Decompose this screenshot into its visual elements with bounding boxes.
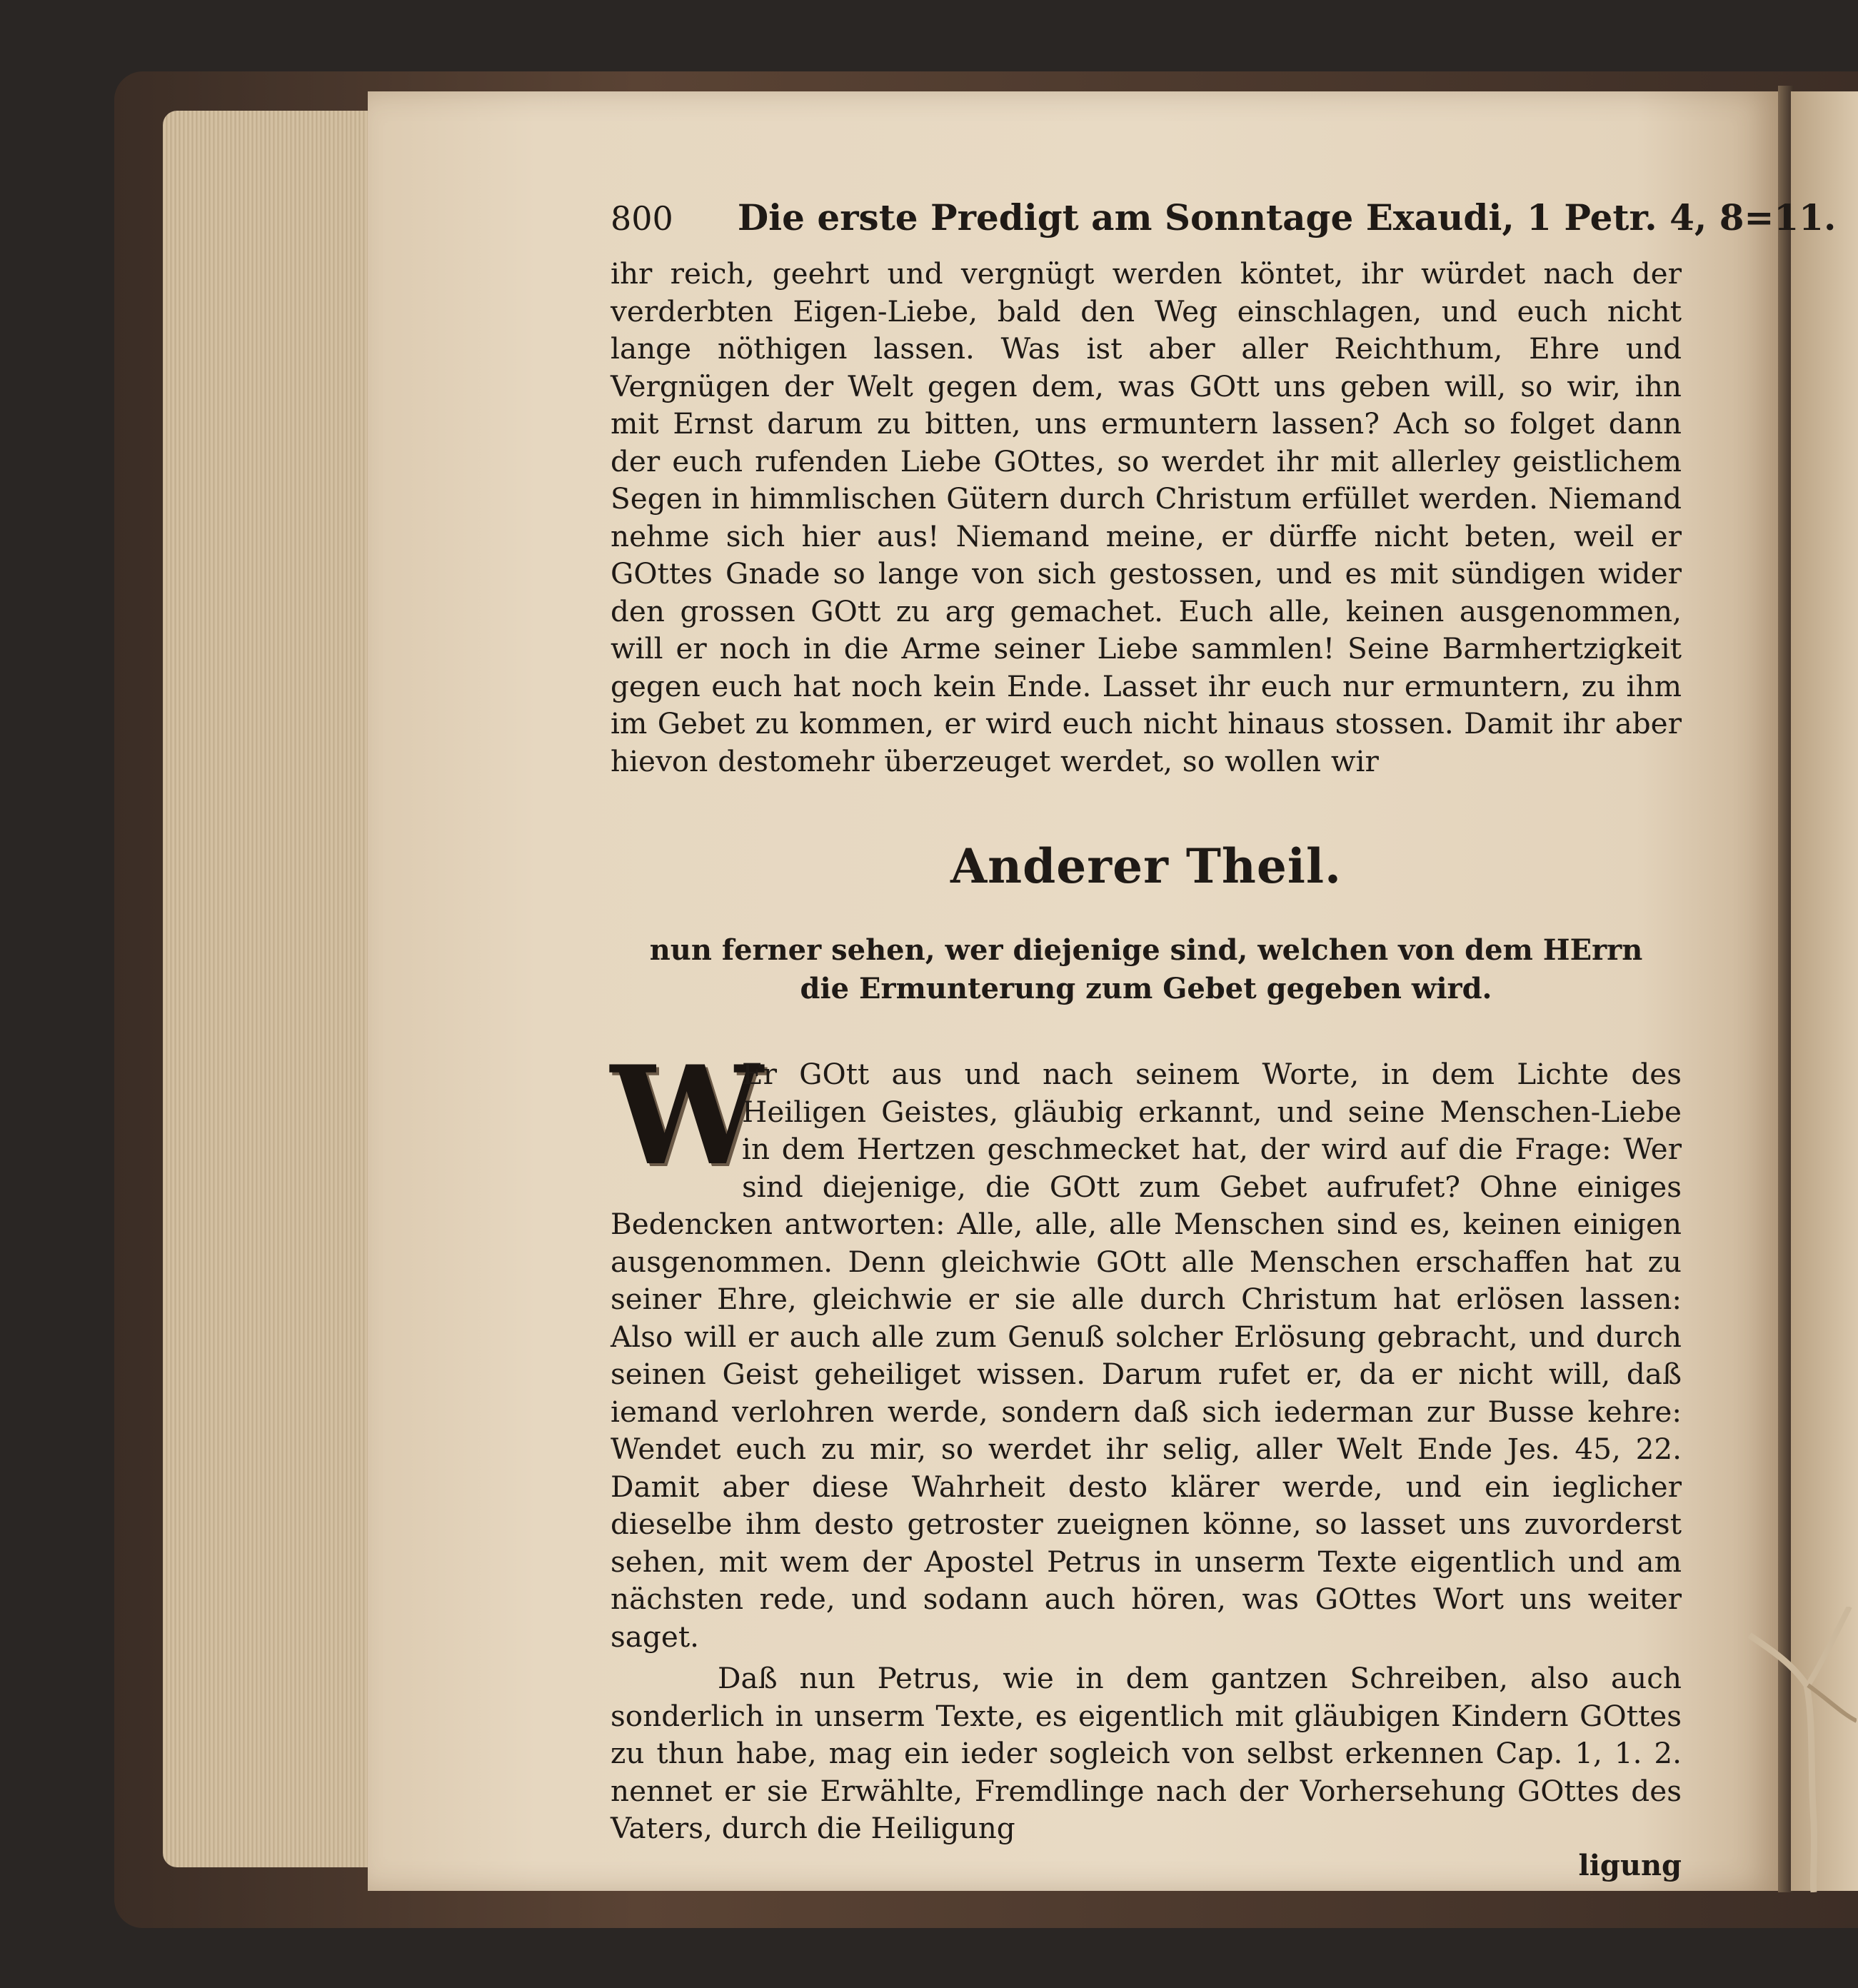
catchword: ligung xyxy=(1578,1848,1682,1882)
section-subtitle: nun ferner sehen, wer diejenige sind, welchen von dem HErrn die Ermunterung zum Gebet gegeben wird. xyxy=(649,933,1643,1005)
page-edges xyxy=(163,111,370,1867)
page-content xyxy=(611,196,1837,1882)
page-number: 800 xyxy=(611,199,673,238)
decorated-initial: W xyxy=(611,1036,763,1195)
paragraph-2-text: Er GOtt aus und nach seinem Worte, in dem Lichte des Heiligen Geistes, gläubig erkannt, und seine Menschen-Liebe in dem Hertzen geschmecket hat, der wird auf die Frage: Wer sind diejenige, die GOtt zum Gebet aufrufet? Ohne einiges Bedencken antworten: Alle, alle, alle Menschen sind es, keinen einigen ausgenommen. Denn gleichwie GOtt alle Menschen erschaffen hat zu seiner Ehre, gleichwie er sie alle durch Christum hat erlösen lassen: Also will er auch alle zum Genuß solcher Erlösung gebracht, und durch seinen Geist geheiliget wissen. Darum rufet er, da er nicht will, daß iemand verlohren werde, sondern daß sich iederman zur Busse kehre: Wendet euch zu mir, so werdet ihr selig, aller Welt Ende Jes. 45, 22. Damit aber diese Wahrheit desto klärer werde, und ein ieglicher dieselbe ihm desto getroster zueignen könne, so lasset uns zuvorderst sehen, mit wem der Apostel Petrus in unserm Texte eigentlich und am nächsten rede, und sodann auch hören, was GOttes Wort uns weiter saget. xyxy=(611,1057,1682,1654)
paragraph-1: ihr reich, geehrt und vergnügt werden köntet, ihr würdet nach der verderbten Eigen-Liebe, bald den Weg einschlagen, und euch nicht lange nöthigen lassen. Was ist aber aller Reichthum, Ehre und Vergnügen der Welt gegen dem, was GOtt uns geben will, so wir, ihn mit Ernst darum zu bitten, uns ermuntern lassen? Ach so folget dann der euch rufenden Liebe GOttes, so werdet ihr mit allerley geistlichem Segen in himmlischen Gütern durch Christum erfüllet werden. Niemand nehme sich hier aus! Niemand meine, er dürffe nicht beten, weil er GOttes Gnade so lange von sich gestossen, und es mit sündigen wider den grossen GOtt zu arg gemachet. Euch alle, keinen ausgenommen, will er noch in die Arme seiner Liebe sammlen! Seine Barmhertzigkeit gegen euch hat noch kein Ende. Lasset ihr euch nur ermuntern, zu ihm im Gebet zu kommen, er wird euch nicht hinaus stossen. Damit ihr aber hievon destomehr überzeuget werdet, so wollen wir xyxy=(611,256,1682,778)
bookmark-thread xyxy=(1742,1607,1857,1892)
running-title: Die erste Predigt am Sonntage Exaudi, 1 Petr. 4, 8=11. xyxy=(737,196,1837,239)
paragraph-2 xyxy=(611,1036,1682,1655)
paragraph-3: Daß nun Petrus, wie in dem gantzen Schreiben, also auch sonderlich in unserm Texte, es eigentlich mit gläubigen Kindern GOttes zu thun habe, mag ein ieder sogleich von selbst erkennen Cap. 1, 1. 2. nennet er sie Erwählte, Fremdlinge nach der Vorhersehung GOttes des Vaters, durch die Heiligung xyxy=(611,1661,1682,1845)
section-title: Anderer Theil. xyxy=(950,838,1342,894)
running-head xyxy=(611,196,1837,246)
